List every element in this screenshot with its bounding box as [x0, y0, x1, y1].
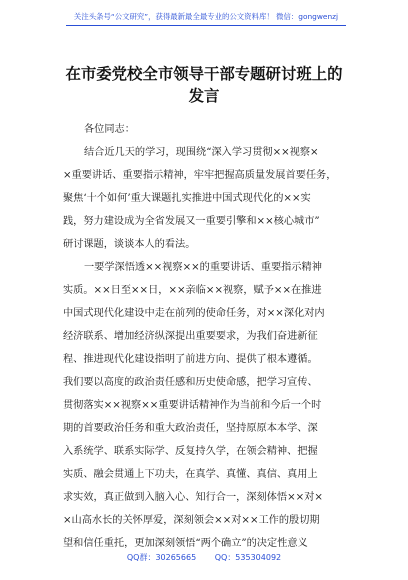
footer-qq: QQ：535304092 — [214, 553, 282, 562]
paragraph-line: 实质。××日至××日，××亲临××视察，赋予××在推进 — [63, 285, 322, 296]
paragraph-line: 一要学深悟透××视察××的重要讲话、重要指示精神 — [84, 262, 322, 273]
paragraph-line: 我们要以高度的政治责任感和历史使命感，把学习宣传、 — [63, 377, 318, 388]
title-line-1: 在市委党校全市领导干部专题研讨班上的 — [65, 65, 343, 83]
paragraph-line: 入系统学、联系实际学、反复持久学，在领会精神、把握 — [63, 446, 318, 457]
footer-qq-group: QQ群：30265665 — [126, 553, 197, 562]
document-title — [52, 63, 356, 107]
paragraph-line: 聚焦‘十个如何’重大课题扎实推进中国式现代化的××实 — [63, 193, 311, 204]
footer — [0, 552, 408, 563]
salutation: 各位同志： — [84, 124, 135, 135]
paragraph-line: 经济联系、增加经济纵深提出重要要求，为我们奋进新征 — [63, 331, 318, 342]
paragraph-line: 结合近几天的学习，现围绕“深入学习贯彻××视察× — [84, 147, 319, 158]
paragraph-line: 中国式现代化建设中走在前列的使命任务，对××深化对内 — [63, 308, 325, 319]
paragraph-line: 求实效，真正做到入脑入心、知行合一，深刻体悟××对× — [63, 492, 323, 503]
paragraph-line: 望和信任重托，更加深刻领悟“两个确立”的决定性意义 — [63, 538, 308, 549]
paragraph-line: 贯彻落实××视察××重要讲话精神作为当前和今后一个时 — [63, 400, 322, 411]
paragraph-line: 践，努力建设成为全省发展又一重要引擎和××核心城市” — [63, 216, 320, 227]
paragraph-line: 期的首要政治任务和重大政治责任，坚持原原本本学、深 — [63, 423, 318, 434]
document-body — [63, 118, 353, 555]
paragraph-line: ×山高水长的关怀厚爱，深刻领会××对××工作的殷切期 — [63, 515, 320, 526]
header-divider — [66, 25, 346, 26]
paragraph-line: 程、推进现代化建设指明了前进方向、提供了根本遵循。 — [63, 354, 318, 365]
title-line-2: 发言 — [188, 87, 220, 105]
paragraph-line: 研讨课题，谈谈本人的看法。 — [63, 239, 196, 250]
paragraph-line: ×重要讲话、重要指示精神，牢牢把握高质量发展首要任务， — [63, 170, 337, 181]
paragraph-line: 实质、融会贯通上下功夫，在真学、真懂、真信、真用上 — [63, 469, 318, 480]
header-banner: 关注头条号“公文研究”，获得最新最全最专业的公文资料库！ 微信：gongwenzj — [73, 12, 339, 21]
